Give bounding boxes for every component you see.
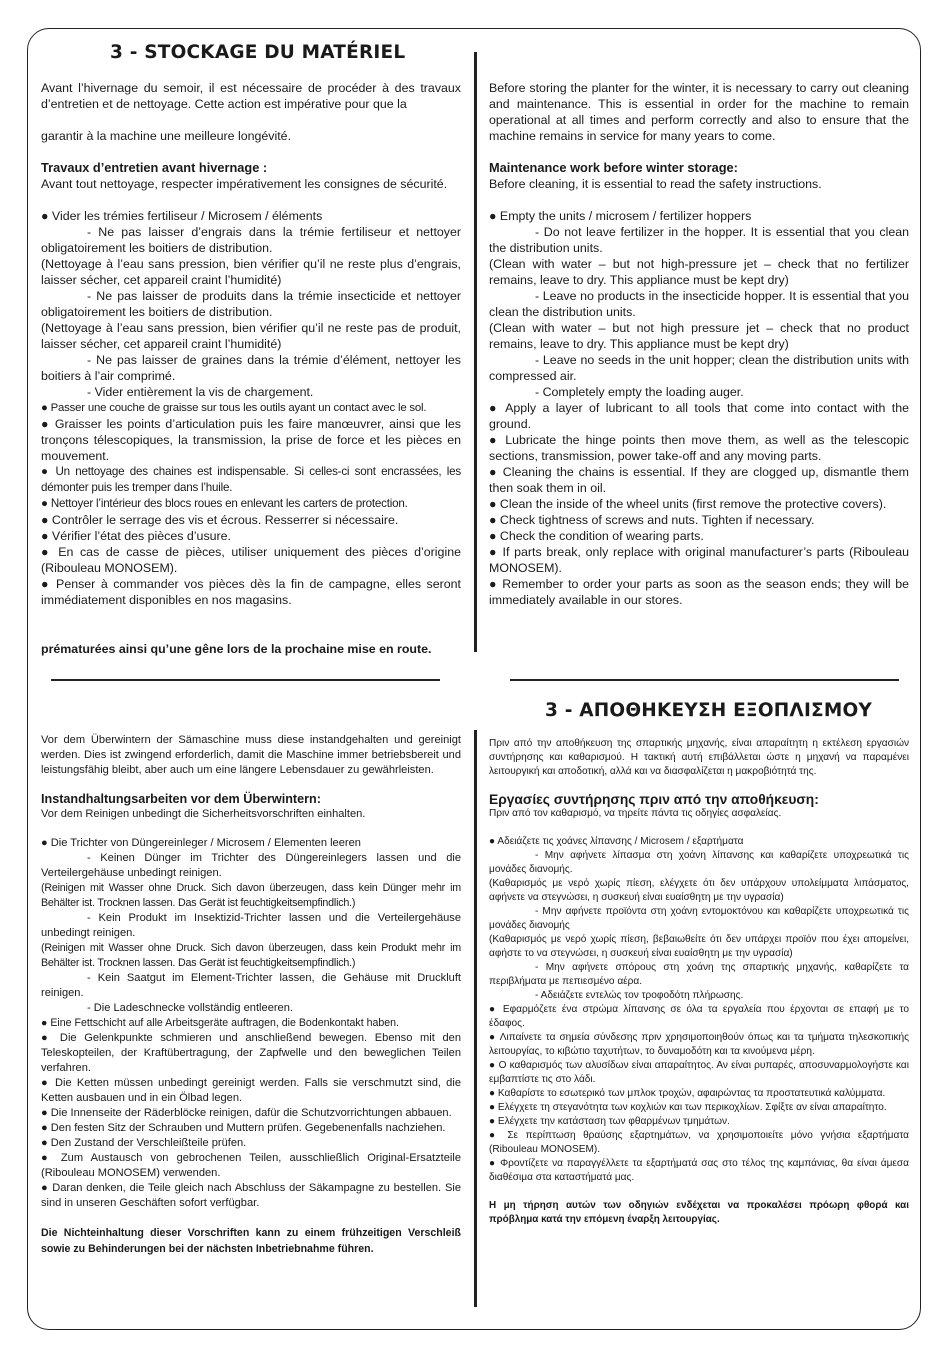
section-en bbox=[489, 80, 909, 608]
intro-fr: Avant l’hivernage du semoir, il est nécessaire de procéder à des travaux d’entretien et de nettoyage. Cette action est impérative pour que la bbox=[41, 81, 461, 111]
list-item: ● Ελέγχετε τη στεγανότητα των κοχλιών και των περικοχλίων. Σφίξτε αν είναι απαραίτητο. bbox=[489, 1102, 887, 1113]
section-el bbox=[489, 737, 909, 1227]
list-item: ● Λιπαίνετε τα σημεία σύνδεσης πριν χρησιμοποιηθούν όπως και τα τμήματα τηλεσκοπικής λειτουργίας, το κιβώτιο ταχυτήτων, το δυναμοδότη και τα κινούμενα μέρη. bbox=[489, 1032, 909, 1057]
list-item: ● En cas de casse de pièces, utiliser uniquement des pièces d’origine (Ribouleau MONOSEM). bbox=[41, 545, 461, 575]
list-item: ● Εφαρμόζετε ένα στρώμα λίπανσης σε όλα τα εργαλεία που έρχονται σε επαφή με το έδαφος. bbox=[489, 1004, 909, 1029]
safety-de: Vor dem Reinigen unbedingt die Sicherheitsvorschriften einhalten. bbox=[41, 808, 366, 820]
list-item: ● Αδειάζετε τις χοάνες λίπανσης / Microsem / εξαρτήματα bbox=[489, 836, 744, 847]
list-item: ● Check the condition of wearing parts. bbox=[489, 529, 704, 543]
list-item: - Μην αφήνετε λίπασμα στη χοάνη λίπανσης και καθαρίζετε υποχρεωτικά τις μονάδες διανομής. bbox=[489, 850, 909, 875]
section-separator-right bbox=[510, 679, 899, 681]
list-item: - Die Ladeschnecke vollständig entleeren. bbox=[87, 1002, 293, 1014]
section-separator-left bbox=[51, 679, 440, 681]
subtitle-fr: Travaux d’entretien avant hivernage : bbox=[41, 160, 268, 175]
list-item: ● Die Innenseite der Räderblöcke reinigen, dafür die Schutzvorrichtungen abbauen. bbox=[41, 1107, 452, 1119]
warning-de: Die Nichteinhaltung dieser Vorschriften kann zu einem frühzeitigen Verschleiß sowie zu Behinderungen bei der nächsten Inbetriebnahme führen. bbox=[41, 1227, 461, 1255]
column-divider-top bbox=[474, 52, 477, 652]
column-divider-bottom bbox=[474, 730, 477, 1307]
list-item: - Completely empty the loading auger. bbox=[535, 385, 744, 399]
list-item: (Nettoyage à l’eau sans pression, bien vérifier qu’il ne reste plus d’engrais, laisser sécher, cet appareil craint l’humidité) bbox=[41, 257, 461, 287]
list-item: ● Apply a layer of lubricant to all tools that come into contact with the ground. bbox=[489, 401, 909, 431]
section-de bbox=[41, 733, 461, 1257]
title-fr: 3 - STOCKAGE DU MATÉRIEL bbox=[110, 42, 406, 63]
list-item: - Kein Saatgut im Element-Trichter lassen, die Gehäuse mit Druckluft reinigen. bbox=[41, 972, 461, 999]
list-item: ● Lubricate the hinge points then move them, as well as the telescopic sections, transmission, power take-off and any moving parts. bbox=[489, 433, 909, 463]
list-item: ● Die Trichter von Düngereinleger / Microsem / Elementen leeren bbox=[41, 837, 361, 849]
list-item: ● Daran denken, die Teile gleich nach Abschluss der Säkampagne zu bestellen. Sie sind in unseren Geschäften sofort verfügbar. bbox=[41, 1182, 461, 1209]
intro-el: Πριν από την αποθήκευση της σπαρτικής μηχανής, είναι απαραίτητη η εκτέλεση εργασιών συντήρησης και καθαρισμού. Η τακτική αυτή επιβάλλεται ώστε η μηχανή να παραμένει λειτουργική και αποδοτική, αλλά και να διασφαλίζεται η μακροβιότητά της. bbox=[489, 738, 909, 777]
intro-de: Vor dem Überwintern der Sämaschine muss diese instandgehalten und gereinigt werden. Dies ist zwingend erforderlich, damit die Maschine immer betriebsbereit und leistungsfähig bleibt, aber auch um eine längere Lebensdauer zu gewährleisten. bbox=[41, 734, 461, 776]
subtitle-en: Maintenance work before winter storage: bbox=[489, 160, 738, 175]
list-item: ● Check tightness of screws and nuts. Tighten if necessary. bbox=[489, 513, 815, 527]
list-item: - Αδειάζετε εντελώς τον τροφοδότη πλήρωσης. bbox=[535, 990, 744, 1001]
list-item: ● Zum Austausch von gebrochenen Teilen, ausschließlich Original-Ersatzteile (Ribouleau MONOSEM) verwenden. bbox=[41, 1152, 461, 1179]
intro-en: Before storing the planter for the winter, it is necessary to carry out cleaning and maintenance. This is essential in order for the machine to remain operational at all times and perform correctly and also to ensure that the machine remains in service for many years to come. bbox=[489, 81, 909, 143]
list-item: (Καθαρισμός με νερό χωρίς πίεση, ελέγχετε ότι δεν υπάρχουν υπολείμματα λιπάσματος, αφήνετε να στεγνώσει, η συσκευή είναι ευαίσθητη με την υγρασία) bbox=[489, 878, 909, 903]
list-item: ● Cleaning the chains is essential. If they are clogged up, dismantle them then soak them in oil. bbox=[489, 465, 909, 495]
list-item: - Ne pas laisser d’engrais dans la trémie fertiliseur et nettoyer obligatoirement les boitiers de distribution. bbox=[41, 225, 461, 255]
list-item: ● Eine Fettschicht auf alle Arbeitsgeräte auftragen, die Bodenkontakt haben. bbox=[41, 1017, 399, 1029]
list-item: ● Empty the units / microsem / fertilizer hoppers bbox=[489, 209, 752, 223]
list-item: ● Σε περίπτωση θραύσης εξαρτημάτων, να χρησιμοποιείτε μόνο γνήσια εξαρτήματα (Ribouleau MONOSEM). bbox=[489, 1130, 909, 1155]
list-item: - Leave no seeds in the unit hopper; clean the distribution units with compressed air. bbox=[489, 353, 909, 383]
list-item: ● Die Ketten müssen unbedingt gereinigt werden. Falls sie verschmutzt sind, die Ketten ausbauen und in ein Ölbad legen. bbox=[41, 1077, 461, 1104]
safety-el: Πριν από τον καθαρισμό, να τηρείτε πάντα τις οδηγίες ασφαλείας. bbox=[489, 808, 782, 819]
section-fr bbox=[41, 80, 461, 608]
list-item: (Reinigen mit Wasser ohne Druck. Sich davon überzeugen, dass kein Dünger mehr im Behälter ist. Trocknen lassen. Das Gerät ist feuchtigkeitsempfindlich.) bbox=[41, 882, 461, 909]
list-item: - Vider entièrement la vis de chargement. bbox=[87, 385, 314, 399]
list-item: ● Den festen Sitz der Schrauben und Muttern prüfen. Gegebenenfalls nachziehen. bbox=[41, 1122, 446, 1134]
list-item: ● Den Zustand der Verschleißteile prüfen. bbox=[41, 1137, 247, 1149]
list-item: ● Passer une couche de graisse sur tous les outils ayant un contact avec le sol. bbox=[41, 402, 427, 414]
warning-el: Η μη τήρηση αυτών των οδηγιών ενδέχεται να προκαλέσει πρόωρη φθορά και πρόβλημα κατά την επόμενη έναρξη λειτουργίας. bbox=[489, 1200, 909, 1225]
list-item: (Nettoyage à l’eau sans pression, bien vérifier qu’il ne reste pas de produit, laisser sécher, cet appareil craint l’humidité) bbox=[41, 321, 461, 351]
subtitle-de: Instandhaltungsarbeiten vor dem Überwintern: bbox=[41, 792, 321, 806]
list-item: ● Die Gelenkpunkte schmieren und anschließend bewegen. Ebenso mit den Teleskopteilen, der Kraftübertragung, der Zapfwelle und den beweglichen Teilen verfahren. bbox=[41, 1032, 461, 1074]
list-item: ● Graisser les points d’articulation puis les faire manœuvrer, ainsi que les tronçons télescopiques, la transmission, la prise de force et les pièces en mouvement. bbox=[41, 417, 461, 463]
list-item: - Leave no products in the insecticide hopper. It is essential that you clean the distribution units. bbox=[489, 289, 909, 319]
list-item: ● Ο καθαρισμός των αλυσίδων είναι απαραίτητος. Αν είναι ρυπαρές, αποσυναρμολογήστε και εμβαπτίστε τις στο λάδι. bbox=[489, 1060, 909, 1085]
list-item: - Μην αφήνετε σπόρους στη χοάνη της σπαρτικής μηχανής, καθαρίζετε τα περιβλήματα με πεπιεσμένο αέρα. bbox=[489, 962, 909, 987]
title-el: 3 - ΑΠΟΘΗΚΕΥΣΗ ΕΞΟΠΛΙΣΜΟΥ bbox=[545, 700, 873, 721]
list-item: ● Un nettoyage des chaines est indispensable. Si celles-ci sont encrassées, les démonter puis les tremper dans l’huile. bbox=[41, 465, 461, 494]
list-item: ● Clean the inside of the wheel units (first remove the protective covers). bbox=[489, 497, 887, 511]
safety-fr: Avant tout nettoyage, respecter impérativement les consignes de sécurité. bbox=[41, 177, 448, 191]
list-item: ● Penser à commander vos pièces dès la fin de campagne, elles seront immédiatement disponibles en nos magasins. bbox=[41, 577, 461, 607]
list-item: ● Contrôler le serrage des vis et écrous. Resserrer si nécessaire. bbox=[41, 513, 399, 527]
list-item: (Clean with water – but not high-pressure jet – check that no fertilizer remains, leave to dry. This appliance must be kept dry) bbox=[489, 257, 909, 287]
list-item: (Καθαρισμός με νερό χωρίς πίεση, βεβαιωθείτε ότι δεν υπάρχει προϊόν που έχει απομείνει, αφήστε το να στεγνώσει, η συσκευή είναι ευαίσθητη με την υγρασία) bbox=[489, 934, 909, 959]
list-item: ● Nettoyer l’intérieur des blocs roues en enlevant les carters de protection. bbox=[41, 497, 408, 510]
list-item: ● Remember to order your parts as soon as the season ends; they will be immediately available in our stores. bbox=[489, 577, 909, 607]
list-item: (Reinigen mit Wasser ohne Druck. Sich davon überzeugen, dass kein Produkt mehr im Behälter ist. Trocknen lassen. Das Gerät ist feuchtigkeitsempfindlich.) bbox=[41, 942, 461, 969]
warning-fr: prématurées ainsi qu’une gêne lors de la prochaine mise en route. bbox=[41, 642, 432, 656]
list-item: ● Καθαρίστε το εσωτερικό των μπλοκ τροχών, αφαιρώντας τα προστατευτικά καλύμματα. bbox=[489, 1088, 886, 1099]
list-item: ● Φροντίζετε να παραγγέλλετε τα εξαρτήματά σας στο τέλος της καμπάνιας, θα είναι άμεσα διαθέσιμα στα καταστήματά μας. bbox=[489, 1158, 909, 1183]
list-item: - Μην αφήνετε προϊόντα στη χοάνη εντομοκτόνου και καθαρίζετε υποχρεωτικά τις μονάδες διανομής bbox=[489, 906, 909, 931]
subtitle-el: Εργασίες συντήρησης πριν από την αποθήκευση: bbox=[489, 792, 819, 807]
list-item: - Ne pas laisser de produits dans la trémie insecticide et nettoyer obligatoirement les boitiers de distribution. bbox=[41, 289, 461, 319]
safety-en: Before cleaning, it is essential to read the safety instructions. bbox=[489, 177, 822, 191]
list-item: - Kein Produkt im Insektizid-Trichter lassen und die Verteilergehäuse unbedingt reinigen. bbox=[41, 912, 461, 939]
list-item: - Ne pas laisser de graines dans la trémie d’élément, nettoyer les boitiers à l’air comprimé. bbox=[41, 353, 461, 383]
list-item: - Do not leave fertilizer in the hopper. It is essential that you clean the distribution units. bbox=[489, 225, 909, 255]
list-item: ● If parts break, only replace with original manufacturer’s parts (Ribouleau MONOSEM). bbox=[489, 545, 909, 575]
intro-fr-cont: garantir à la machine une meilleure longévité. bbox=[41, 129, 292, 143]
list-item: ● Vérifier l’état des pièces d’usure. bbox=[41, 529, 231, 543]
list-item: (Clean with water – but not high pressure jet – check that no product remains, leave to dry. This appliance must be kept dry) bbox=[489, 321, 909, 351]
list-item: ● Vider les trémies fertiliseur / Microsem / éléments bbox=[41, 209, 323, 223]
list-item: - Keinen Dünger im Trichter des Düngereinlegers lassen und die Verteilergehäuse unbedingt reinigen. bbox=[41, 852, 461, 879]
list-item: ● Ελέγχετε την κατάσταση των φθαρμένων τμημάτων. bbox=[489, 1116, 730, 1127]
